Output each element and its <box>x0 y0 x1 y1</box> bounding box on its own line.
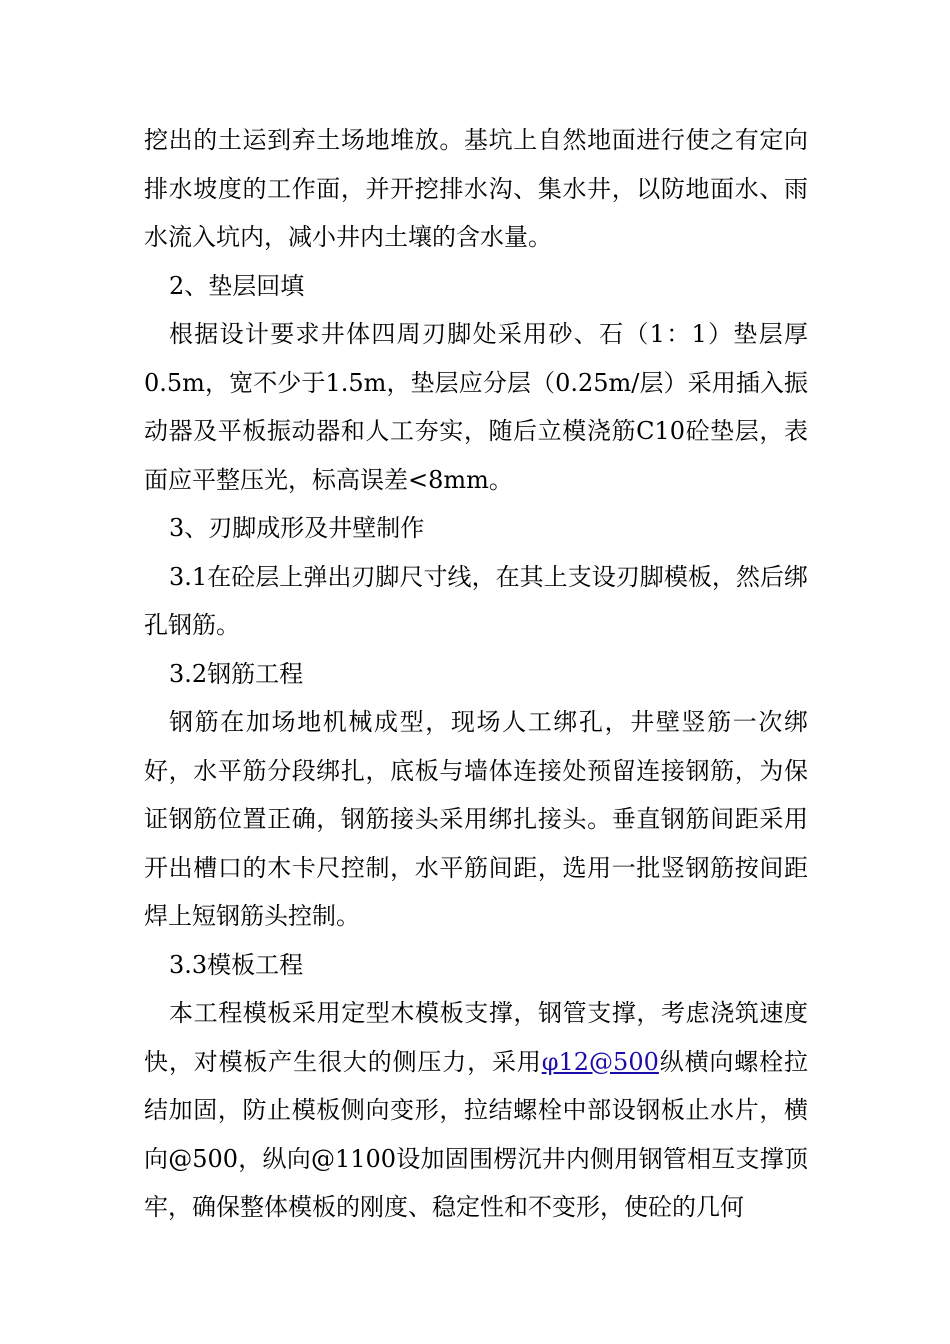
heading-blade-foot-wall: 3、刃脚成形及井壁制作 <box>169 514 425 542</box>
paragraph-blade-foot-template: 3.1在砼层上弹出刃脚尺寸线，在其上支设刃脚模板，然后绑孔钢筋。 <box>144 562 808 639</box>
heading-cushion-backfill: 2、垫层回填 <box>169 271 305 300</box>
paragraph-excavation: 挖出的土运到弃土场地堆放。基坑上自然地面进行使之有定向排水坡度的工作面，并开挖排水沟、集水井，以防地面水、雨水流入坑内，减小井内土壤的含水量。 <box>144 126 808 251</box>
heading-formwork-engineering: 3.3模板工程 <box>169 950 304 979</box>
bolt-spec-link[interactable]: φ12@500 <box>541 1047 659 1076</box>
paragraph-formwork <box>144 989 808 1232</box>
paragraph-cushion: 根据设计要求井体四周刃脚处采用砂、石（1：1）垫层厚0.5m，宽不少于1.5m，垫层应分层（0.25m/层）采用插入振动器及平板振动器和人工夯实，随后立模浇筋C10砼垫层，表面应平整压光，标高误差<8mm。 <box>144 320 808 494</box>
paragraph-rebar: 钢筋在加场地机械成型，现场人工绑孔，井壁竖筋一次绑好，水平筋分段绑扎，底板与墙体连接处预留连接钢筋，为保证钢筋位置正确，钢筋接头采用绑扎接头。垂直钢筋间距采用开出槽口的木卡尺控制，水平筋间距，选用一批竖钢筋按间距焊上短钢筋头控制。 <box>144 708 808 930</box>
formwork-text-after: 纵横向螺栓拉结加固，防止模板侧向变形，拉结螺栓中部设钢板止水片，横向@500，纵向@1100设加固围楞沉井内侧用钢管相互支撑顶牢，确保整体模板的刚度、稳定性和不变形，使砼的几何 <box>144 1047 808 1221</box>
document-body <box>144 116 808 1232</box>
formwork-text-before: 本工程模板采用定型木模板支撑，钢管支撑，考虑浇筑速度快，对模板产生很大的侧压力，采用 <box>144 999 808 1076</box>
heading-rebar-engineering: 3.2钢筋工程 <box>169 659 304 688</box>
